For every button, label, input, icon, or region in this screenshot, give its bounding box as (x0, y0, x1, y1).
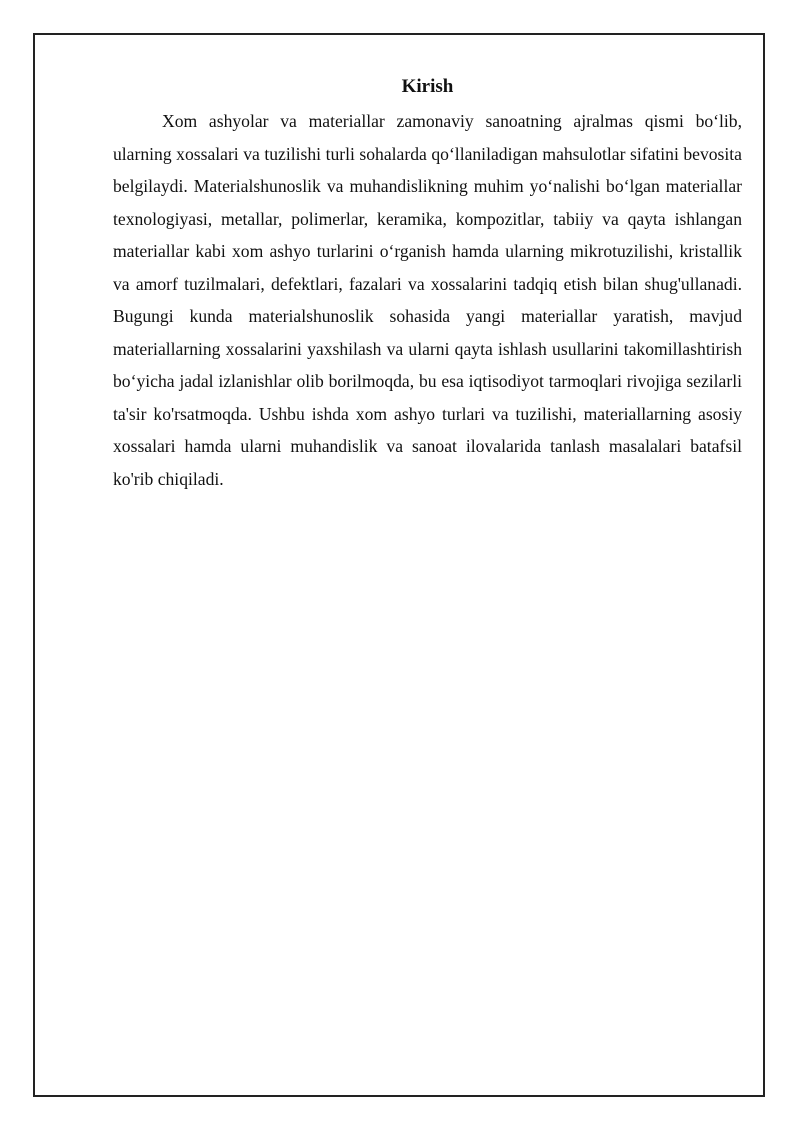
intro-paragraph: Xom ashyolar va materiallar zamonaviy sanoatning ajralmas qismi boʻlib, ularning xossalari va tuzilishi turli sohalarda qoʻllaniladigan mahsulotlar sifatini bevosita belgilaydi. Materialshunoslik va muhandislikning muhim yoʻnalishi boʻlgan materiallar texnologiyasi, metallar, polimerlar, keramika, kompozitlar, tabiiy va qayta ishlangan materiallar kabi xom ashyo turlarini oʻrganish hamda ularning mikrotuzilishi, kristallik va amorf tuzilmalari, defektlari, fazalari va xossalarini tadqiq etish bilan shug'ullanadi. Bugungi kunda materialshunoslik sohasida yangi materiallar yaratish, mavjud materiallarning xossalarini yaxshilash va ularni qayta ishlash usullarini takomillashtirish boʻyicha jadal izlanishlar olib borilmoqda, bu esa iqtisodiyot tarmoqlari rivojiga sezilarli ta'sir ko'rsatmoqda. Ushbu ishda xom ashyo turlari va tuzilishi, materiallarning asosiy xossalari hamda ularni muhandislik va sanoat ilovalarida tanlash masalalari batafsil ko'rib chiqiladi. (113, 111, 742, 489)
document-body (113, 74, 742, 495)
section-title: Kirish (401, 76, 454, 97)
